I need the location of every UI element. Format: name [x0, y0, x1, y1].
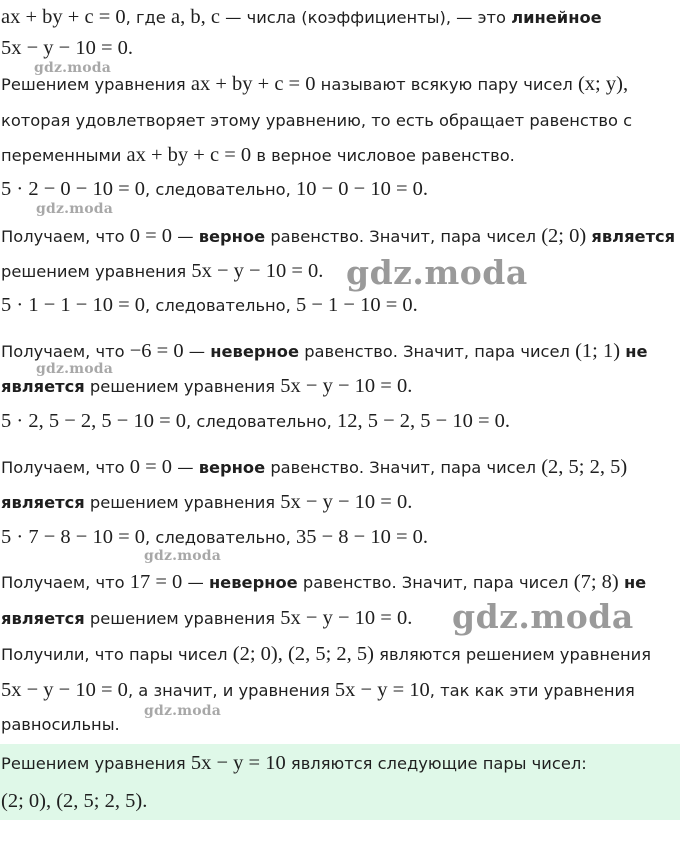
text-fragment: равенство. Значит, пара чисел [297, 573, 574, 592]
text-fragment: являются решением уравнения [373, 645, 652, 664]
text-line [1, 260, 323, 283]
math-expression: ax + by + c = 0 [190, 73, 316, 95]
text-line [1, 110, 632, 132]
math-expression: 5x − y − 10 = 0. [191, 260, 324, 282]
math-expression: 5 · 7 − 8 − 10 = 0 [1, 526, 146, 548]
bold-term: верное [198, 458, 266, 477]
text-fragment: Получили, что пары чисел [1, 645, 233, 664]
text-line [1, 410, 510, 433]
answer-line [1, 790, 147, 813]
text-line [1, 456, 627, 479]
text-fragment: , где [125, 8, 171, 27]
math-expression: 5 · 2 − 0 − 10 = 0 [1, 178, 146, 200]
math-expression: 35 − 8 − 10 = 0. [296, 526, 429, 548]
math-expression: (x; y), [577, 73, 629, 95]
text-fragment: называют всякую пару чисел [315, 75, 578, 94]
text-fragment: решением уравнения [84, 493, 281, 512]
math-expression: (2; 0) [541, 225, 587, 247]
watermark-logo: gdz.moda [144, 548, 222, 564]
text-fragment: Решением уравнения [1, 754, 191, 773]
text-line [1, 6, 602, 29]
math-expression: 5 · 2, 5 − 2, 5 − 10 = 0 [1, 410, 187, 432]
bold-term: верное [198, 227, 266, 246]
bold-term: является [1, 609, 85, 628]
math-expression: 0 = 0 [129, 456, 173, 478]
text-fragment: , следовательно, [145, 296, 296, 315]
watermark-logo: gdz.moda [36, 361, 114, 377]
text-line [1, 178, 428, 201]
text-fragment: являются следующие пары чисел: [285, 754, 587, 773]
math-expression: a, b, c [171, 6, 220, 28]
answer-line [1, 752, 587, 775]
math-expression: (2, 5; 2, 5) [541, 456, 628, 478]
bold-term: является [1, 493, 85, 512]
text-line [1, 607, 412, 630]
math-expression: 10 − 0 − 10 = 0. [296, 178, 429, 200]
text-fragment: равенство. Значит, пара чисел [299, 342, 576, 361]
math-expression: (1; 1) [575, 340, 621, 362]
text-line [1, 144, 515, 167]
math-expression: 5 − 1 − 10 = 0. [296, 294, 418, 316]
math-expression: 5x − y − 10 = 0. [1, 37, 134, 59]
math-expression: 5 · 1 − 1 − 10 = 0 [1, 294, 146, 316]
text-line [1, 679, 635, 702]
bold-term: неверное [210, 342, 300, 361]
text-fragment: которая удовлетворяет этому уравнению, то есть обращает равенство с [1, 111, 633, 130]
bold-term: является [591, 227, 676, 246]
text-fragment: — [183, 342, 211, 361]
math-expression: 5x − y − 10 = 0. [280, 375, 413, 397]
text-line [1, 225, 675, 248]
math-expression: 5x − y = 10 [334, 679, 430, 701]
math-expression: (2; 0), (2, 5; 2, 5) [232, 643, 374, 665]
text-line [1, 571, 646, 594]
text-line [1, 37, 133, 60]
text-fragment: , следовательно, [186, 412, 337, 431]
text-fragment: — числа (коэффициенты), — это [219, 8, 512, 27]
watermark-logo: gdz.moda [34, 60, 112, 76]
math-expression: 0 = 0 [129, 225, 173, 247]
text-fragment: равносильны. [1, 715, 120, 734]
text-fragment: переменными [1, 146, 127, 165]
text-fragment: равенство. Значит, пара чисел [265, 227, 542, 246]
math-expression: 5x − y − 10 = 0. [280, 607, 413, 629]
text-fragment: решением уравнения [1, 262, 192, 281]
bold-term: не [625, 342, 648, 361]
text-fragment: Решением уравнения [1, 75, 191, 94]
bold-term: не [623, 573, 647, 592]
text-fragment: решением уравнения [84, 609, 281, 628]
math-expression: 5x − y − 10 = 0. [280, 491, 413, 513]
text-fragment: , а значит, и уравнения [127, 681, 335, 700]
math-expression: (7; 8) [573, 571, 619, 593]
math-expression: −6 = 0 [129, 340, 184, 362]
text-fragment: Получаем, что [1, 573, 130, 592]
watermark-logo: gdz.moda [346, 253, 528, 292]
text-fragment: , следовательно, [145, 180, 296, 199]
watermark-logo: gdz.moda [36, 201, 114, 217]
text-line [1, 340, 648, 363]
text-line [1, 73, 628, 96]
math-expression: 5x − y − 10 = 0 [1, 679, 128, 701]
text-fragment: , так как эти уравнения [429, 681, 635, 700]
bold-term: является [1, 377, 85, 396]
text-fragment: — [172, 227, 199, 246]
watermark-logo: gdz.moda [452, 597, 634, 636]
text-fragment: в верное числовое равенство. [251, 146, 515, 165]
text-fragment: , следовательно, [145, 528, 296, 547]
text-line [1, 294, 418, 317]
text-fragment: Получаем, что [1, 227, 130, 246]
watermark-logo: gdz.moda [144, 703, 222, 719]
text-line [1, 714, 120, 736]
text-fragment: Получаем, что [1, 342, 130, 361]
math-expression: ax + by + c = 0 [126, 144, 252, 166]
text-fragment: решением уравнения [84, 377, 281, 396]
text-fragment: — [182, 573, 209, 592]
text-fragment: — [172, 458, 199, 477]
text-line [1, 375, 412, 398]
text-fragment: Получаем, что [1, 458, 130, 477]
text-line [1, 491, 412, 514]
bold-term: линейное [511, 8, 602, 27]
math-expression: ax + by + c = 0 [1, 6, 126, 28]
math-expression: 12, 5 − 2, 5 − 10 = 0. [337, 410, 511, 432]
math-expression: (2; 0), (2, 5; 2, 5). [1, 790, 148, 812]
bold-term: неверное [208, 573, 298, 592]
math-expression: 5x − y = 10 [190, 752, 286, 774]
text-fragment: равенство. Значит, пара чисел [265, 458, 542, 477]
answer-box [0, 744, 680, 820]
text-line [1, 526, 428, 549]
math-expression: 17 = 0 [129, 571, 183, 593]
text-line [1, 643, 651, 666]
